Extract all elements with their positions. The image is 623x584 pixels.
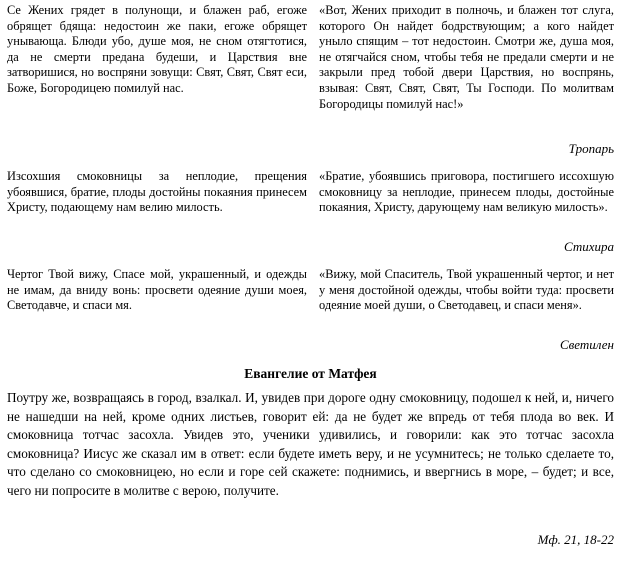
- troparion-section: [7, 3, 614, 141]
- exapostilarion-russian: «Вижу, мой Спаситель, Твой украшенный чертог, и нет у меня достойной одежды, чтобы войти туда: просвети одеяние моей души, о Светодавец, и спаси меня».: [319, 267, 614, 313]
- document-page: [7, 3, 614, 548]
- gospel-text: Поутру же, возвращаясь в город, взалкал. И, увидев при дороге одну смоковницу, подошел к ней, и, ничего не нашедши на ней, кроме одних листьев, говорит ей: да не будет же впредь от тебя плода во век. И смоковница тотчас засохла. Увидев это, ученики удивились, и говорили: как это тотчас засохла смоковница? Иисус же сказал им в ответ: если будете иметь веру, и не усумнитесь; не только сделаете то, что сделано со смоковницею, но если и горе сей скажете: поднимись, и ввергнись в море, – будет; и все, чего ни попросите в молитве с верою, получите.: [7, 390, 614, 498]
- gospel-title: Евангелие от Матфея: [244, 366, 377, 381]
- sticheron-russian: «Братие, убоявшись приговора, постигшего иссохшую смоковницу за неплодие, принесем плоды, достойные покаяния, Христу, дарующему нам великую милость».: [319, 169, 614, 215]
- sticheron-church-slavonic: Изсохшия смоковницы за неплодие, прещения убоявшися, братие, плоды достойны покаяния принесем Христу, подающему нам велию милость.: [7, 169, 307, 215]
- sticheron-section: [7, 169, 614, 239]
- troparion-caption: Тропарь: [568, 141, 614, 156]
- exapostilarion-section: [7, 267, 614, 337]
- exapostilarion-church-slavonic: Чертог Твой вижу, Спасе мой, украшенный, и одежды не имам, да вниду вонь: просвети одеяние души моея, Светодавче, и спаси мя.: [7, 267, 307, 313]
- sticheron-caption: Стихира: [563, 239, 614, 254]
- exapostilarion-caption: Светилен: [559, 337, 614, 352]
- gospel-reference: Мф. 21, 18-22: [537, 532, 614, 547]
- troparion-church-slavonic: Се Жених грядет в полунощи, и блажен раб, егоже обрящет бдяща: недостоин же паки, егоже обрящет унывающа. Блюди убо, душе моя, не сном отягтотися, да не смерти предана будеши, и Царствия вне затворишися, но воспряни зовущи: Свят, Свят, Свят еси, Боже, Богородицею помилуй нас.: [7, 3, 307, 95]
- troparion-russian: «Вот, Жених приходит в полночь, и блажен тот слуга, которого Он найдет бодрствующим; а кого найдет унылo спящим – тот недостоин. Смотри же, душа моя, не отягчайся сном, чтобы тебя не предали смерти и не закрыли пред тобой двери Царствия, но воспрянь, взывая: Свят, Свят, Свят, Ты Господи. По молитвам Богородицы помилуй нас!»: [319, 3, 614, 111]
